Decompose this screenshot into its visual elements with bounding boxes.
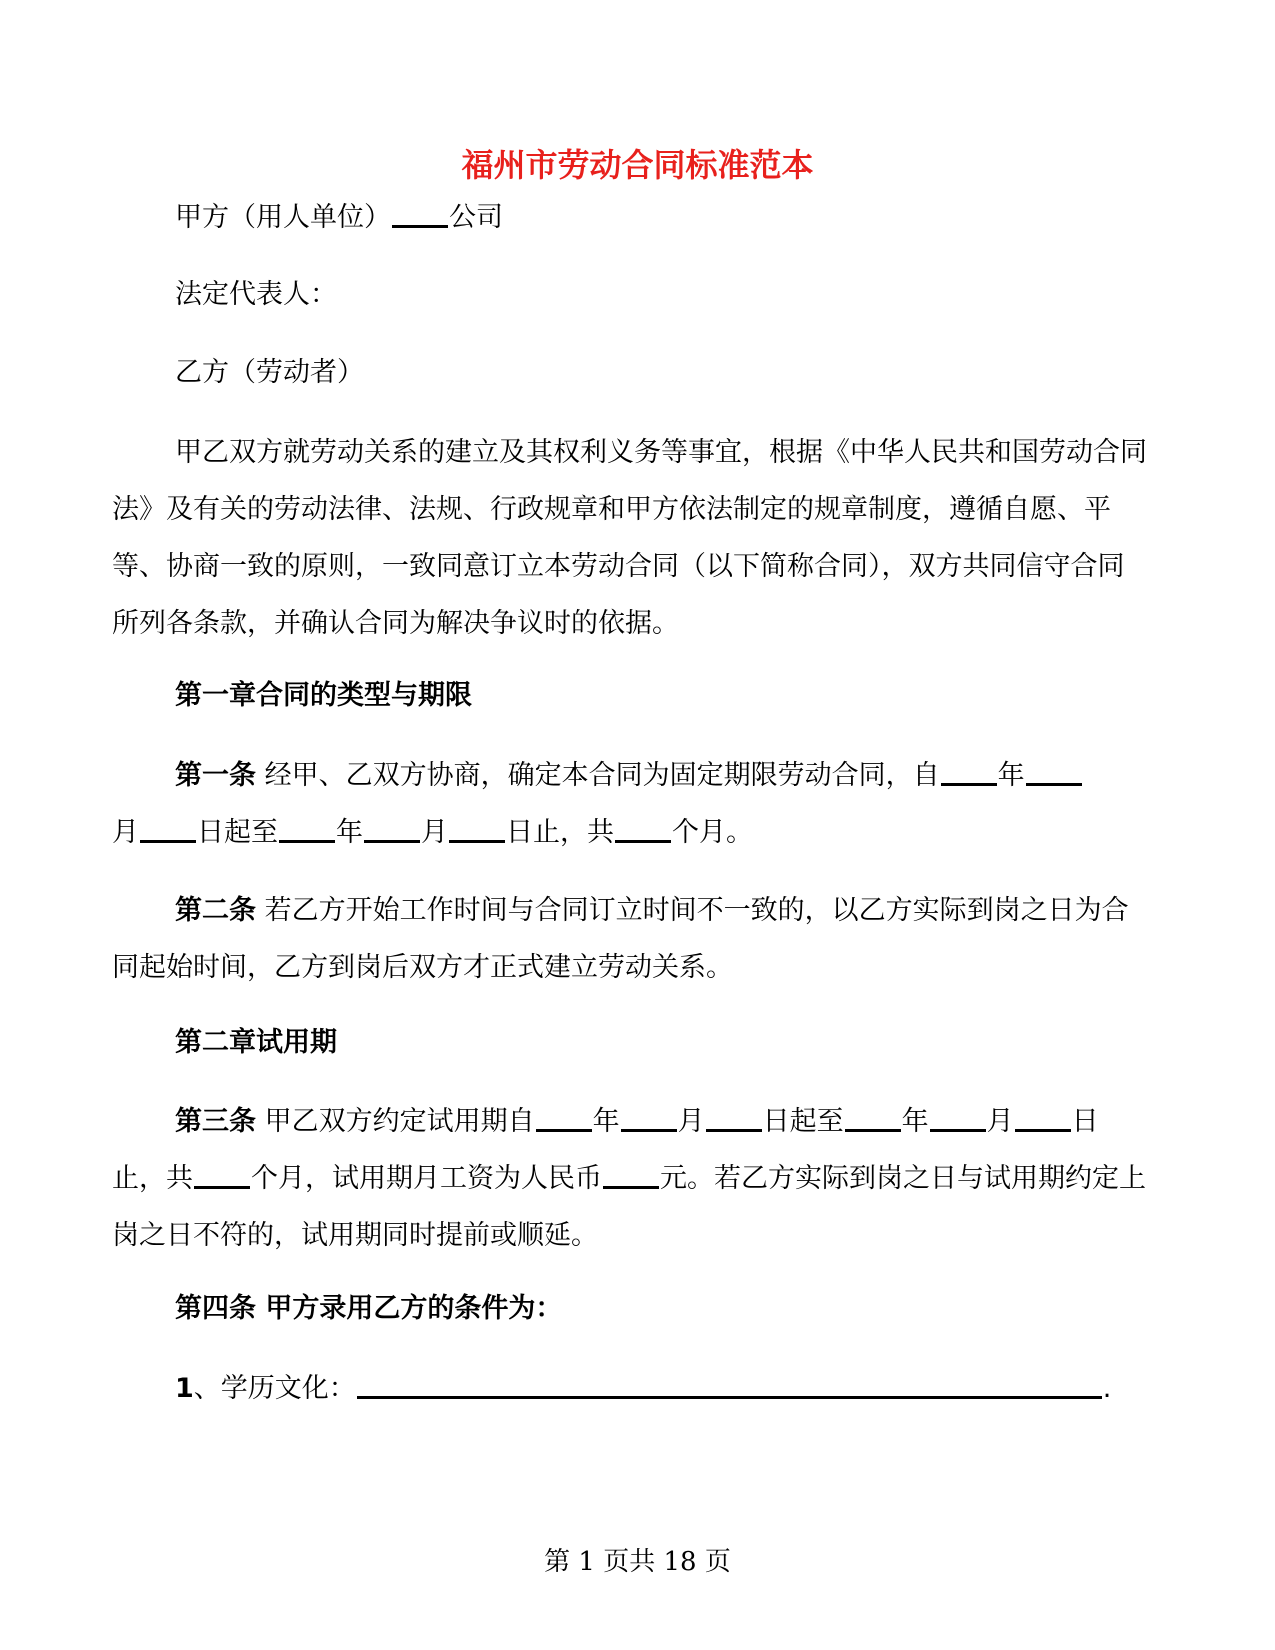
article-1-text: 经甲、乙双方协商，确定本合同为固定期限劳动合同，自 (256, 760, 940, 791)
trial-salary-text: 个月，试用期月工资为人民币 (251, 1163, 602, 1194)
party-b-line: 乙方（劳动者） (175, 357, 364, 388)
end-year-blank[interactable] (279, 814, 335, 843)
trial-start-month-blank[interactable] (621, 1103, 677, 1132)
end-day-blank[interactable] (449, 814, 505, 843)
month-unit: 月 (112, 817, 139, 848)
article-3-text: 甲乙双方约定试用期自 (256, 1106, 535, 1137)
day-to-unit: 日止，共 (506, 817, 614, 848)
legal-representative-line: 法定代表人： (175, 279, 337, 310)
trial-end-day-blank[interactable] (1015, 1103, 1071, 1132)
year-unit: 年 (997, 760, 1025, 791)
article-3-tail-text: 元。若乙方实际到岗之日与试用期约定上岗之日不符的，试用期同时提前或顺延。 (112, 1163, 1146, 1251)
page-footer: 第 1 页共 18 页 (544, 1547, 731, 1577)
trial-start-year-blank[interactable] (536, 1103, 592, 1132)
months-unit: 个月。 (672, 817, 753, 848)
education-blank[interactable] (357, 1370, 1102, 1399)
article-1-label: 第一条 (175, 760, 256, 791)
intro-text: 甲乙双方就劳动关系的建立及其权利义务等事宜，根据《中华人民共和国劳动合同法》及有关的劳动法律、法规、行政规章和甲方依法制定的规章制度，遵循自愿、平等、协商一致的原则，一致同意订立本劳动合同（以下简称合同），双方共同信守合同所列各条款，并确认合同为解决争议时的依据。 (112, 437, 1147, 639)
month-unit: 月 (986, 1106, 1014, 1137)
trial-end-month-blank[interactable] (930, 1103, 986, 1132)
article-3-paragraph (112, 1093, 1147, 1264)
total-months-blank[interactable] (615, 814, 671, 843)
article-2-label: 第二条 (175, 895, 256, 926)
article-3-label: 第三条 (175, 1106, 256, 1137)
day-from-unit: 日起至 (197, 817, 278, 848)
month-unit: 月 (677, 1106, 705, 1137)
trial-start-day-blank[interactable] (706, 1103, 762, 1132)
start-day-blank[interactable] (140, 814, 196, 843)
party-a-suffix: 公司 (449, 202, 503, 233)
day-to-unit: 日止，共 (112, 1106, 1099, 1194)
article-2-text: 若乙方开始工作时间与合同订立时间不一致的，以乙方实际到岗之日为合同起始时间，乙方到岗后双方才正式建立劳动关系。 (112, 895, 1129, 983)
chapter-1-heading: 第一章合同的类型与期限 (175, 680, 472, 711)
trial-salary-blank[interactable] (603, 1160, 659, 1189)
end-month-blank[interactable] (364, 814, 420, 843)
item-1-number: 1 (175, 1373, 194, 1404)
item-1-end: . (1102, 1373, 1112, 1404)
item-1-line (175, 1370, 1111, 1407)
year-unit: 年 (901, 1106, 929, 1137)
trial-months-blank[interactable] (194, 1160, 250, 1189)
item-1-label: 、学历文化： (193, 1373, 356, 1404)
document-title: 福州市劳动合同标准范本 (461, 146, 814, 184)
start-year-blank[interactable] (941, 757, 997, 786)
party-a-label: 甲方（用人单位） (175, 202, 391, 233)
month-unit: 月 (421, 817, 448, 848)
article-1-paragraph (112, 747, 1147, 861)
start-month-blank[interactable] (1026, 757, 1082, 786)
chapter-2-heading: 第二章试用期 (175, 1027, 337, 1058)
trial-end-year-blank[interactable] (845, 1103, 901, 1132)
article-2-paragraph (112, 882, 1147, 996)
article-4-heading: 第四条 甲方录用乙方的条件为： (175, 1293, 563, 1324)
company-name-blank[interactable] (392, 199, 448, 228)
day-from-unit: 日起至 (762, 1106, 844, 1137)
intro-paragraph (112, 424, 1147, 652)
year-unit: 年 (592, 1106, 620, 1137)
year-unit: 年 (336, 817, 363, 848)
party-a-line (175, 199, 503, 236)
